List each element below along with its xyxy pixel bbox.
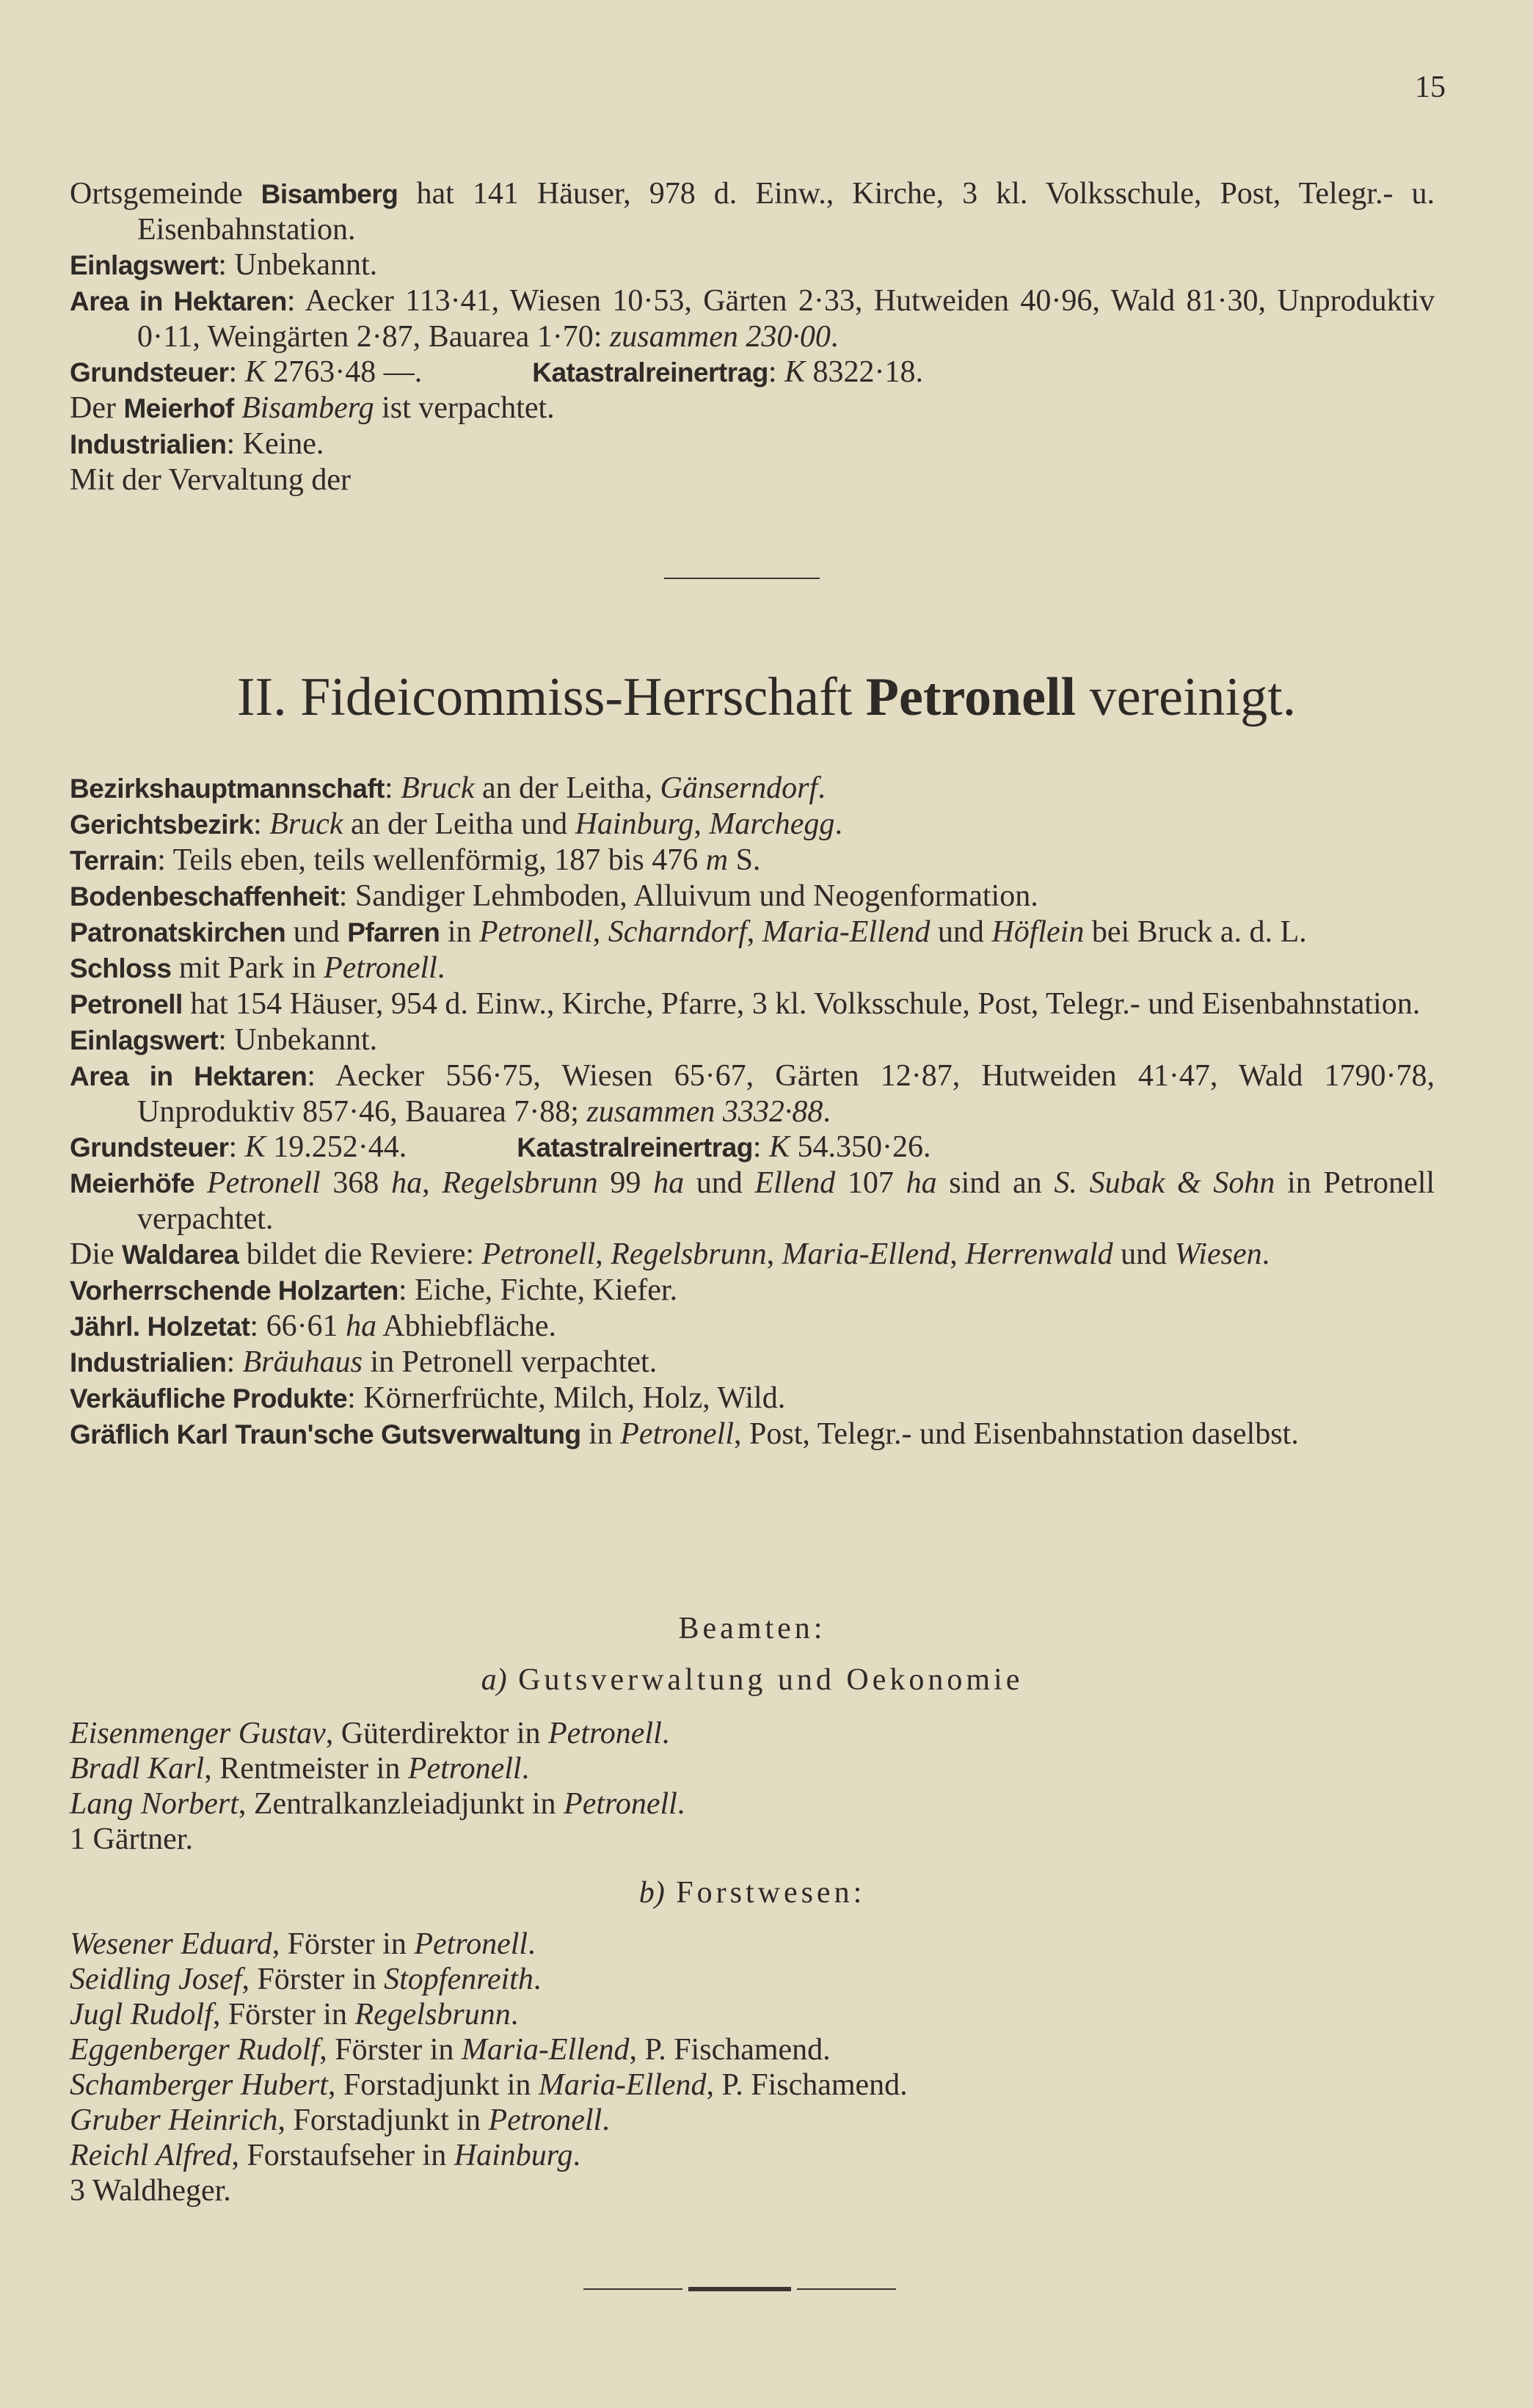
staff-entry: Reichl Alfred, Forstaufseher in Hainburg.	[70, 2139, 581, 2172]
end-rule-left	[583, 2288, 682, 2290]
industrialien-line: Industrialien: Bräuhaus in Petronell verpachtet.	[70, 1345, 658, 1379]
gutsverwaltung-subtitle: a) Gutsverwaltung und Oekonomie	[481, 1663, 1024, 1697]
staff-entry: Schamberger Hubert, Forstadjunkt in Maria-Ellend, P. Fischamend.	[70, 2068, 908, 2102]
divider	[664, 578, 820, 579]
area-line: Area in Hektaren: Aecker 113·41, Wiesen 10·53, Gärten 2·33, Hutweiden 40·96, Wald 81·30, Unproduktiv 0·11, Weingärten 2·87, Bauarea 1·70: zusammen 230·00.	[70, 284, 1435, 354]
gutsverwaltung-staff-list	[70, 1716, 1435, 1857]
staff-entry: Lang Norbert, Zentralkanzleiadjunkt in Petronell.	[70, 1787, 685, 1821]
petronell-section	[70, 771, 1435, 1452]
schloss-line: Schloss mit Park in Petronell.	[70, 951, 445, 985]
grundsteuer-line: Grundsteuer: K 2763·48 —. Katastralreinertrag: K 8322·18.	[70, 355, 924, 389]
grundsteuer-line: Grundsteuer: K 19.252·44. Katastralreinertrag: K 54.350·26.	[70, 1130, 931, 1164]
staff-entry: 3 Waldheger.	[70, 2174, 231, 2208]
beamten-title: Beamten:	[678, 1612, 826, 1645]
holzetat-line: Jährl. Holzetat: 66·61 ha Abhiebfläche.	[70, 1309, 556, 1343]
terrain-line: Terrain: Teils eben, teils wellenförmig, 187 bis 476 m S.	[70, 843, 761, 877]
staff-entry: Gruber Heinrich, Forstadjunkt in Petronell.	[70, 2103, 610, 2137]
einlagswert-line: Einlagswert: Unbekannt.	[70, 248, 378, 282]
bezirk-line: Bezirkshauptmannschaft: Bruck an der Leitha, Gänserndorf.	[70, 771, 826, 805]
page-number: 15	[1415, 70, 1446, 104]
end-rule-right	[797, 2288, 896, 2290]
forstwesen-staff-list	[70, 1927, 1435, 2208]
meierhof-line: Der Meierhof Bisamberg ist verpachtet.	[70, 391, 555, 425]
gutsverwaltung-line: Gräflich Karl Traun'sche Gutsverwaltung in Petronell, Post, Telegr.- und Eisenbahnstation daselbst.	[70, 1417, 1299, 1451]
waldarea-line: Die Waldarea bildet die Reviere: Petronell, Regelsbrunn, Maria-Ellend, Herrenwald und Wiesen.	[70, 1237, 1270, 1271]
staff-entry: Jugl Rudolf, Förster in Regelsbrunn.	[70, 1998, 519, 2031]
holzarten-line: Vorherrschende Holzarten: Eiche, Fichte, Kiefer.	[70, 1273, 678, 1307]
boden-line: Bodenbeschaffenheit: Sandiger Lehmboden, Alluivum und Neogenformation.	[70, 879, 1038, 913]
staff-entry: Bradl Karl, Rentmeister in Petronell.	[70, 1752, 530, 1786]
bisamberg-line: Ortsgemeinde Bisamberg hat 141 Häuser, 978 d. Einw., Kirche, 3 kl. Volksschule, Post, Telegr.- u. Eisenbahnstation.	[70, 177, 1435, 247]
gericht-line: Gerichtsbezirk: Bruck an der Leitha und Hainburg, Marchegg.	[70, 807, 842, 841]
section-heading: II. Fideicommiss-Herrschaft Petronell vereinigt.	[236, 667, 1297, 727]
staff-entry: Eisenmenger Gustav, Güterdirektor in Petronell.	[70, 1717, 670, 1750]
produkte-line: Verkäufliche Produkte: Körnerfrüchte, Milch, Holz, Wild.	[70, 1381, 786, 1415]
einlagswert-line: Einlagswert: Unbekannt.	[70, 1023, 378, 1057]
patronat-line: Patronatskirchen und Pfarren in Petronell, Scharndorf, Maria-Ellend und Höflein bei Bruck a. d. L.	[70, 915, 1307, 949]
industrialien-line: Industrialien: Keine.	[70, 427, 324, 461]
meierhoefe-line: Meierhöfe Petronell 368 ha, Regelsbrunn 99 ha und Ellend 107 ha sind an S. Subak & Sohn in Petronell verpachtet.	[70, 1166, 1435, 1236]
staff-entry: Wesener Eduard, Förster in Petronell.	[70, 1927, 536, 1961]
verwaltung-line: Mit der Vervaltung der	[70, 463, 351, 497]
area-line: Area in Hektaren: Aecker 556·75, Wiesen 65·67, Gärten 12·87, Hutweiden 41·47, Wald 1790·78, Unproduktiv 857·46, Bauarea 7·88; zusammen 3332·88.	[70, 1059, 1435, 1129]
forstwesen-subtitle: b) Forstwesen:	[638, 1876, 866, 1910]
bisamberg-section	[70, 176, 1435, 498]
staff-entry: 1 Gärtner.	[70, 1822, 193, 1856]
staff-entry: Eggenberger Rudolf, Förster in Maria-Ellend, P. Fischamend.	[70, 2033, 831, 2067]
end-rule-center	[688, 2287, 791, 2291]
staff-entry: Seidling Josef, Förster in Stopfenreith.	[70, 1963, 542, 1996]
petronell-line: Petronell hat 154 Häuser, 954 d. Einw., Kirche, Pfarre, 3 kl. Volksschule, Post, Telegr.- und Eisenbahnstation.	[70, 987, 1421, 1021]
